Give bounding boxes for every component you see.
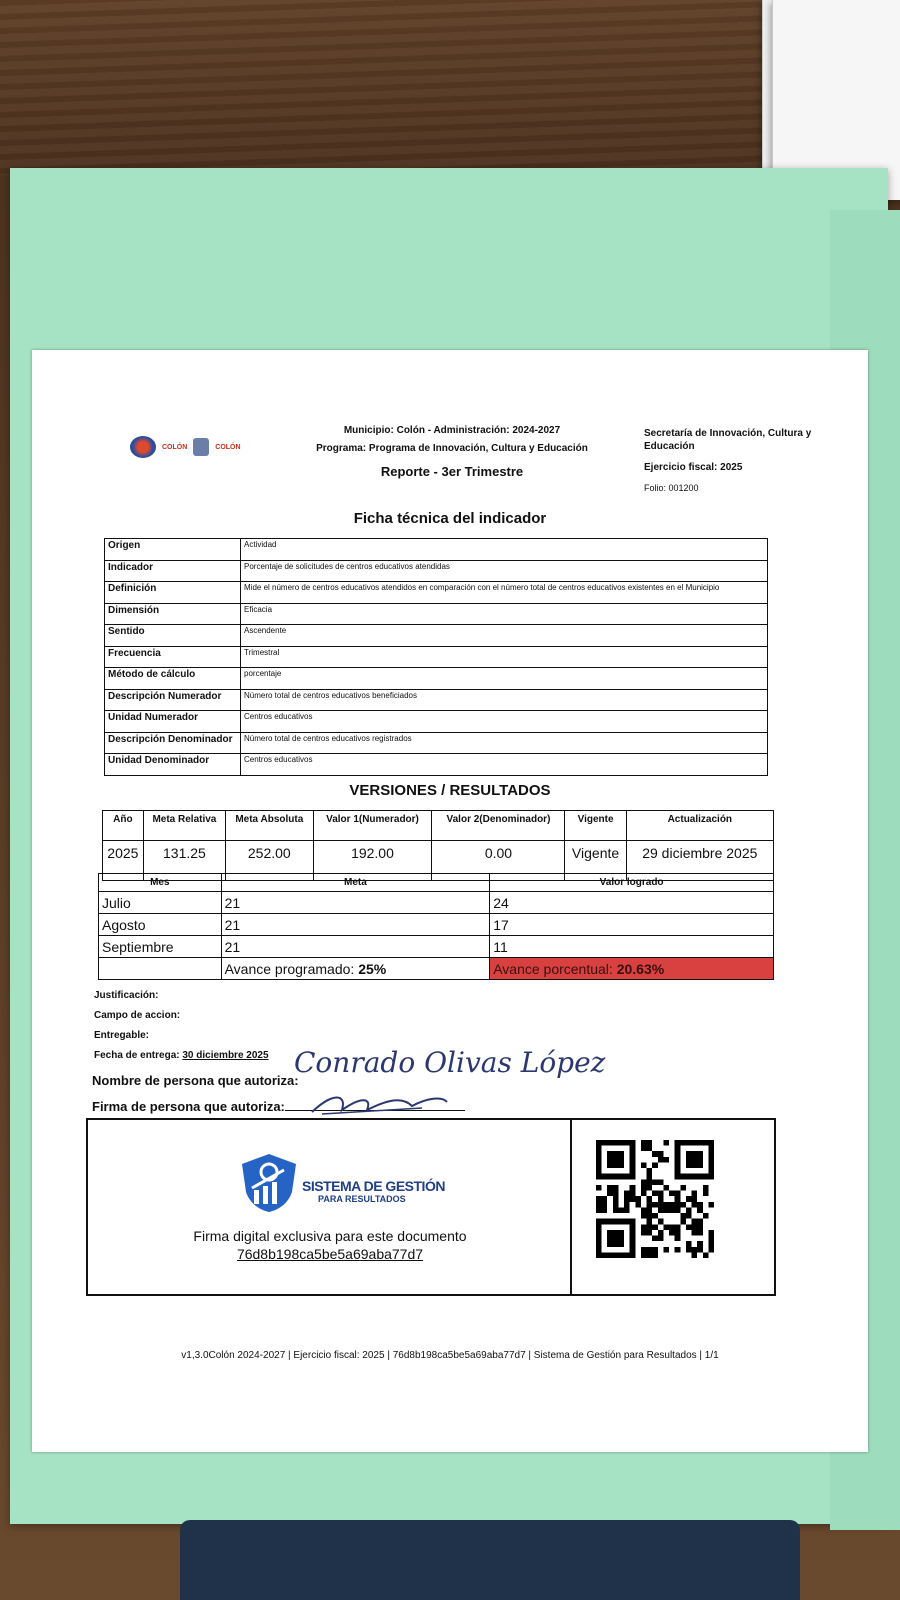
logo-text-2: COLÓN <box>215 443 241 451</box>
ficha-value: Mide el número de centros educativos atendidos en comparación con el número total de centros educativos existentes en el Municipio <box>241 582 768 604</box>
month-logrado: 11 <box>490 936 774 958</box>
campo-label: Campo de accion: <box>94 1010 181 1021</box>
fecha-entrega: Fecha de entrega: 30 diciembre 2025 <box>94 1050 269 1061</box>
digital-signature-box <box>86 1118 776 1296</box>
ficha-label: Descripción Denominador <box>105 732 241 754</box>
month-meta: 21 <box>221 914 490 936</box>
ficha-label: Indicador <box>105 560 241 582</box>
month-mes: Agosto <box>99 914 222 936</box>
sistema-subtitle: PARA RESULTADOS <box>318 1194 406 1204</box>
document-page <box>32 350 868 1452</box>
ficha-row <box>105 711 768 733</box>
ficha-label: Sentido <box>105 625 241 647</box>
ficha-value: Número total de centros educativos registrados <box>241 732 768 754</box>
ficha-title: Ficha técnica del indicador <box>353 510 547 527</box>
page-footer: v1,3.0Colón 2024-2027 | Ejercicio fiscal: 2025 | 76d8b198ca5be5a69aba77d7 | Sistema de Gestión para Resultados | 1/1 <box>181 1350 719 1361</box>
resultados-value: 192.00 <box>313 841 432 881</box>
firma-digital-text: Firma digital exclusiva para este documento <box>193 1228 467 1244</box>
municipio-seal-icon <box>193 438 209 456</box>
ficha-row <box>105 646 768 668</box>
ficha-row <box>105 603 768 625</box>
programa-line: Programa: Programa de Innovación, Cultura y Educación <box>316 443 588 454</box>
logo-text: COLÓN <box>162 443 188 451</box>
resultados-header: Meta Relativa <box>143 811 225 841</box>
month-row <box>99 936 774 958</box>
ficha-row <box>105 539 768 561</box>
firma-digital-hash: 76d8b198ca5be5a69aba77d7 <box>236 1246 424 1262</box>
ficha-label: Unidad Denominador <box>105 754 241 776</box>
ficha-row <box>105 689 768 711</box>
nombre-label: Nombre de persona que autoriza: <box>92 1073 299 1088</box>
entregable-label: Entregable: <box>94 1030 150 1041</box>
resultados-header: Año <box>103 811 144 841</box>
resultados-title: VERSIONES / RESULTADOS <box>349 782 551 799</box>
month-logrado: 17 <box>490 914 774 936</box>
ficha-row <box>105 668 768 690</box>
person-legs <box>180 1520 800 1600</box>
ficha-value: Trimestral <box>241 646 768 668</box>
ficha-row <box>105 582 768 604</box>
ficha-value: Ascendente <box>241 625 768 647</box>
ficha-value: Centros educativos <box>241 711 768 733</box>
secretaria-line: Secretaría de Innovación, Cultura y Educación <box>644 428 812 452</box>
header-center <box>302 425 602 479</box>
report-title: Reporte - 3er Trimestre <box>380 464 524 479</box>
ficha-value: Número total de centros educativos beneficiados <box>241 689 768 711</box>
firma-label-row: Firma de persona que autoriza: <box>92 1094 465 1120</box>
signer-name-handwritten: Conrado Olivas López <box>294 1046 606 1079</box>
qr-code-icon <box>596 1140 714 1258</box>
folio-line: Folio: 001200 <box>644 482 699 493</box>
ficha-value: porcentaje <box>241 668 768 690</box>
resultados-value: 131.25 <box>143 841 225 881</box>
ficha-table <box>104 538 768 776</box>
month-row <box>99 914 774 936</box>
ficha-label: Origen <box>105 539 241 561</box>
ficha-row <box>105 732 768 754</box>
sistema-title: SISTEMA DE GESTIÓN <box>302 1178 445 1194</box>
monthly-table <box>98 873 774 980</box>
ficha-value: Actividad <box>241 539 768 561</box>
detalles <box>94 986 269 1066</box>
resultados-header: Valor 2(Denominador) <box>432 811 565 841</box>
resultados-value: 252.00 <box>226 841 313 881</box>
ficha-value: Centros educativos <box>241 754 768 776</box>
header-right <box>644 428 824 494</box>
empty-cell <box>99 958 222 980</box>
col-mes: Mes <box>99 874 222 892</box>
municipio-line: Municipio: Colón - Administración: 2024-2027 <box>343 425 561 436</box>
resultados-value: Vigente <box>565 841 626 881</box>
resultados-header: Vigente <box>565 811 626 841</box>
signature-brand-panel <box>88 1120 572 1294</box>
handwritten-signature <box>302 1088 452 1118</box>
sistema-gestion-shield-icon <box>240 1152 298 1214</box>
ficha-label: Frecuencia <box>105 646 241 668</box>
month-logrado: 24 <box>490 892 774 914</box>
month-mes: Julio <box>99 892 222 914</box>
ficha-value: Eficacia <box>241 603 768 625</box>
ficha-row <box>105 625 768 647</box>
justificacion-label: Justificación: <box>94 990 159 1001</box>
col-logrado: Valor logrado <box>490 874 774 892</box>
ficha-row <box>105 560 768 582</box>
resultados-value: 0.00 <box>432 841 565 881</box>
header-logos <box>130 436 241 458</box>
ficha-label: Método de cálculo <box>105 668 241 690</box>
resultados-value: 29 diciembre 2025 <box>626 841 773 881</box>
avance-programado: Avance programado: 25% <box>221 958 490 980</box>
resultados-value: 2025 <box>103 841 144 881</box>
month-meta: 21 <box>221 892 490 914</box>
resultados-table <box>102 810 774 881</box>
col-meta: Meta <box>221 874 490 892</box>
avance-porcentual: Avance porcentual: 20.63% <box>490 958 774 980</box>
colon-logo-icon <box>130 436 156 458</box>
resultados-header: Valor 1(Numerador) <box>313 811 432 841</box>
ficha-label: Unidad Numerador <box>105 711 241 733</box>
ficha-value: Porcentaje de solicitudes de centros educativos atendidas <box>241 560 768 582</box>
ficha-label: Definición <box>105 582 241 604</box>
ficha-label: Dimensión <box>105 603 241 625</box>
ficha-row <box>105 754 768 776</box>
month-row <box>99 892 774 914</box>
month-mes: Septiembre <box>99 936 222 958</box>
ficha-label: Descripción Numerador <box>105 689 241 711</box>
ejercicio-line: Ejercicio fiscal: 2025 <box>644 462 743 473</box>
month-meta: 21 <box>221 936 490 958</box>
resultados-header: Actualización <box>626 811 773 841</box>
resultados-header: Meta Absoluta <box>226 811 313 841</box>
